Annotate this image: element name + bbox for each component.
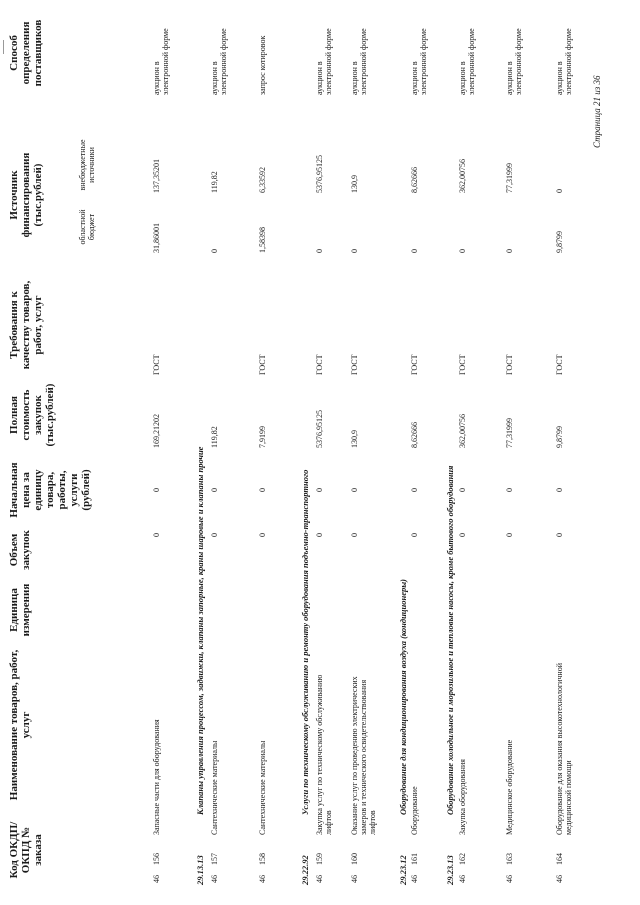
header-volume: Объем закупок (8, 530, 32, 570)
row-price: 0 (152, 488, 161, 492)
row-name: Запасные части для оборудования (152, 719, 161, 835)
row-extra: 5376,95125 (315, 155, 324, 193)
row-regional: 0 (458, 249, 467, 253)
row-extra: 6,33592 (258, 167, 267, 193)
row-method: аукцион в электронной форме (152, 28, 170, 95)
row-volume: 0 (210, 533, 219, 537)
row-volume: 0 (458, 533, 467, 537)
row-method: аукцион в электронной форме (350, 28, 368, 95)
row-regional: 9,8799 (555, 231, 564, 253)
row-extra: 0 (555, 189, 564, 193)
row-extra: 137,35201 (152, 159, 161, 193)
row-regional: 0 (350, 249, 359, 253)
row-price: 0 (350, 488, 359, 492)
row-name: Сантехнические материалы (258, 740, 267, 835)
row-method: запрос котировок (258, 35, 267, 95)
row-requirements: ГОСТ (152, 354, 161, 375)
row-name: Медицинское оборудование (505, 739, 514, 835)
row-total: 8,62666 (410, 422, 419, 448)
row-volume: 0 (350, 533, 359, 537)
row-order: 156 (152, 853, 161, 865)
header-source: Источник финансирования (тыс.рублей) (8, 152, 44, 238)
row-total: 119,82 (210, 426, 219, 448)
page-footer: Страница 21 из 36 (592, 75, 602, 148)
section-code: 29.23.12 (398, 855, 408, 885)
row-requirements: ГОСТ (555, 354, 564, 375)
row-name: Оборудование (410, 786, 419, 835)
row-number: 46 (210, 875, 219, 883)
row-total: 5376,95125 (315, 410, 324, 448)
header-method: Способ определения поставщиков (8, 19, 44, 87)
row-regional: 0 (505, 249, 514, 253)
row-method: аукцион в электронной форме (315, 28, 333, 95)
section-code: 29.23.13 (445, 855, 455, 885)
row-volume: 0 (258, 533, 267, 537)
row-price: 0 (258, 488, 267, 492)
row-method: аукцион в электронной форме (410, 28, 428, 95)
header-total: Полная стоимость закупок (тыс.рублей) (8, 383, 56, 447)
row-method: аукцион в электронной форме (505, 28, 523, 95)
row-method: аукцион в электронной форме (555, 28, 573, 95)
row-number: 46 (410, 875, 419, 883)
header-source-extra: внебюджетные источники (78, 139, 96, 191)
section-title: Оборудование для кондиционирования воздуха (кондиционеры) (398, 579, 408, 815)
header-source-regional: областной бюджет (78, 209, 96, 245)
row-extra: 77,31999 (505, 163, 514, 193)
row-number: 46 (258, 875, 267, 883)
row-order: 162 (458, 853, 467, 865)
row-name: Сантехнические материалы (210, 740, 219, 835)
section-code: 29.22.92 (300, 855, 310, 885)
section-title: Оборудование холодильное и морозильное и тепловые насосы, кроме бытового оборудования (445, 465, 455, 815)
row-regional: 1,58398 (258, 227, 267, 253)
row-order: 158 (258, 853, 267, 865)
row-requirements: ГОСТ (258, 354, 267, 375)
row-order: 164 (555, 853, 564, 865)
section-title: Клапаны управления процессом, задвижки, клапаны запорные, краны шаровые и клапаны прочие (195, 446, 205, 815)
section-code: 29.13.13 (195, 855, 205, 885)
row-number: 46 (152, 875, 161, 883)
row-total: 130,9 (350, 430, 359, 448)
row-order: 160 (350, 853, 359, 865)
row-volume: 0 (315, 533, 324, 537)
row-price: 0 (505, 488, 514, 492)
row-extra: 8,62666 (410, 167, 419, 193)
row-name: Оказание услуг по проведению электрических замеров и технического освидетельствования лифтов (350, 676, 377, 835)
row-regional: 0 (210, 249, 219, 253)
row-extra: 119,82 (210, 171, 219, 193)
row-price: 0 (410, 488, 419, 492)
row-number: 46 (350, 875, 359, 883)
header-price: Начальная цена за единицу товара, работы, услуги (рублей) (8, 462, 92, 518)
row-requirements: ГОСТ (350, 354, 359, 375)
row-requirements: ГОСТ (458, 354, 467, 375)
row-requirements: ГОСТ (505, 354, 514, 375)
row-total: 169,21202 (152, 414, 161, 448)
row-extra: 130,9 (350, 175, 359, 193)
row-requirements: ГОСТ (410, 354, 419, 375)
row-volume: 0 (410, 533, 419, 537)
row-regional: 0 (410, 249, 419, 253)
row-order: 157 (210, 853, 219, 865)
row-method: аукцион в электронной форме (210, 28, 228, 95)
row-number: 46 (505, 875, 514, 883)
row-name: Закупка услуг по техническому обслуживанию лифтов (315, 674, 333, 835)
header-requirements: Требования к качеству товаров, работ, услуг (8, 280, 44, 370)
header-unit: Единица измерения (8, 583, 32, 637)
row-price: 0 (315, 488, 324, 492)
row-name: Оборудование для оказания высокотехнологичной медицинской помощи (555, 663, 573, 835)
row-total: 77,31999 (505, 418, 514, 448)
row-requirements: ГОСТ (315, 354, 324, 375)
row-number: 46 (458, 875, 467, 883)
row-regional: 0 (315, 249, 324, 253)
header-code: Код ОКДП/ ОКПД № заказа (8, 821, 44, 879)
row-name: Закупка оборудования (458, 759, 467, 835)
section-title: Услуги по техническому обслуживанию и ремонту оборудования подъемно-транспортного (300, 469, 310, 815)
row-volume: 0 (152, 533, 161, 537)
row-volume: 0 (555, 533, 564, 537)
row-total: 7,9199 (258, 426, 267, 448)
row-volume: 0 (505, 533, 514, 537)
row-method: аукцион в электронной форме (458, 28, 476, 95)
row-number: 46 (315, 875, 324, 883)
row-price: 0 (458, 488, 467, 492)
row-total: 9,8799 (555, 426, 564, 448)
row-price: 0 (555, 488, 564, 492)
row-total: 362,00756 (458, 414, 467, 448)
row-price: 0 (210, 488, 219, 492)
header-name: Наименование товаров, работ, услуг (8, 649, 32, 801)
row-extra: 362,00756 (458, 159, 467, 193)
row-regional: 31,86001 (152, 223, 161, 253)
row-order: 159 (315, 853, 324, 865)
row-order: 163 (505, 853, 514, 865)
row-number: 46 (555, 875, 564, 883)
row-order: 161 (410, 853, 419, 865)
